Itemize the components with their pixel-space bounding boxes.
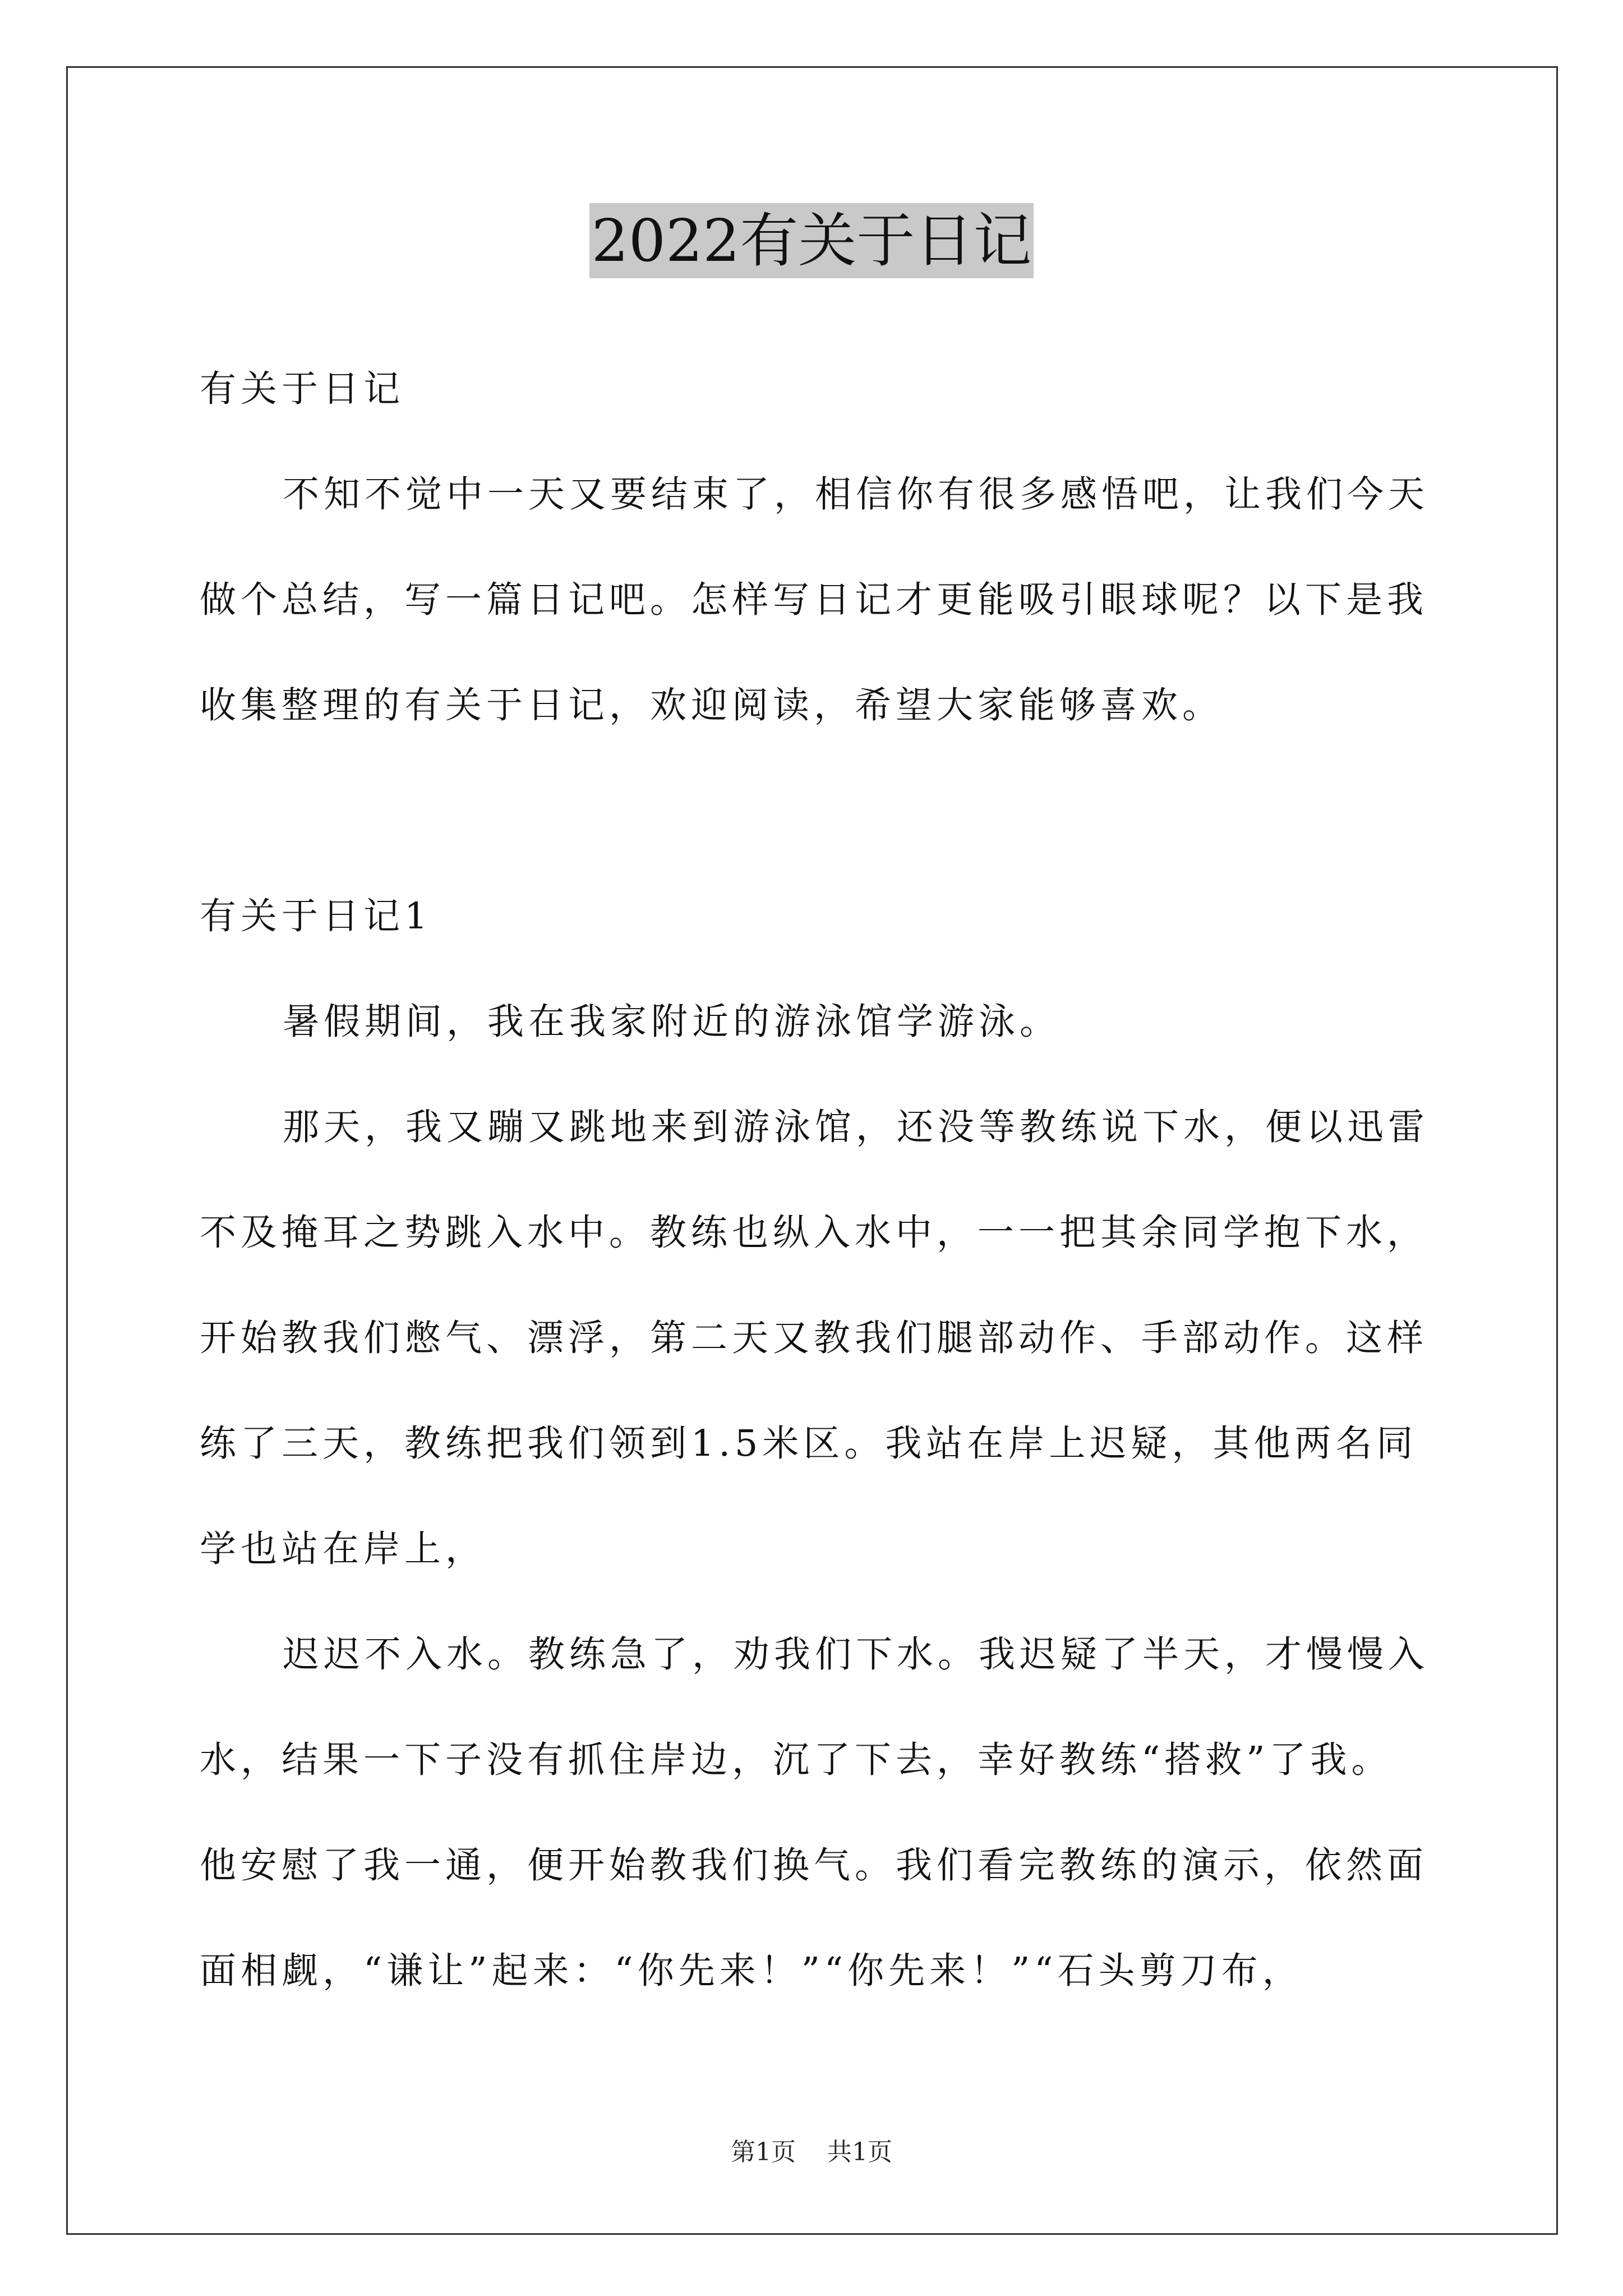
paragraph-line: 他安慰了我一通，便开始教我们换气。我们看完教练的演示，依然面	[200, 1844, 1428, 1887]
page-number: 第1页	[731, 2138, 796, 2166]
paragraph-gap	[200, 758, 1433, 864]
document-title: 2022有关于日记	[589, 203, 1034, 278]
paragraph-line: 开始教我们憋气、漂浮，第二天又教我们腿部动作、手部动作。这样	[200, 1317, 1428, 1359]
paragraph-line: 面相觑，“谦让”起来：“你先来！”“你先来！”“石头剪刀布，	[200, 1950, 1303, 1992]
section-heading: 有关于日记1	[200, 895, 432, 937]
page-footer	[0, 2132, 1623, 2168]
paragraph-line: 那天，我又蹦又跳地来到游泳馆，还没等教练说下水，便以迅雷	[283, 1106, 1430, 1148]
document-subtitle: 有关于日记	[200, 368, 405, 410]
intro-line: 做个总结，写一篇日记吧。怎样写日记才更能吸引眼球呢？以下是我	[200, 579, 1428, 621]
paragraph-line: 水，结果一下子没有抓住岸边，沉了下去，幸好教练“搭救”了我。	[200, 1739, 1393, 1781]
intro-line: 收集整理的有关于日记，欢迎阅读，希望大家能够喜欢。	[200, 684, 1224, 726]
paragraph-line: 学也站在岸上，	[200, 1528, 487, 1570]
intro-line: 不知不觉中一天又要结束了，相信你有很多感悟吧，让我们今天	[283, 473, 1430, 516]
document-body	[200, 337, 1433, 2024]
paragraph-line: 不及掩耳之势跳入水中。教练也纵入水中，一一把其余同学抱下水，	[200, 1212, 1428, 1254]
title-wrap	[0, 203, 1623, 278]
page-total: 共1页	[827, 2138, 892, 2166]
paragraph-line: 迟迟不入水。教练急了，劝我们下水。我迟疑了半天，才慢慢入	[283, 1634, 1430, 1676]
paragraph-line: 暑假期间，我在我家附近的游泳馆学游泳。	[283, 1001, 1061, 1043]
paragraph-line: 练了三天，教练把我们领到1.5米区。我站在岸上迟疑，其他两名同	[200, 1423, 1418, 1465]
